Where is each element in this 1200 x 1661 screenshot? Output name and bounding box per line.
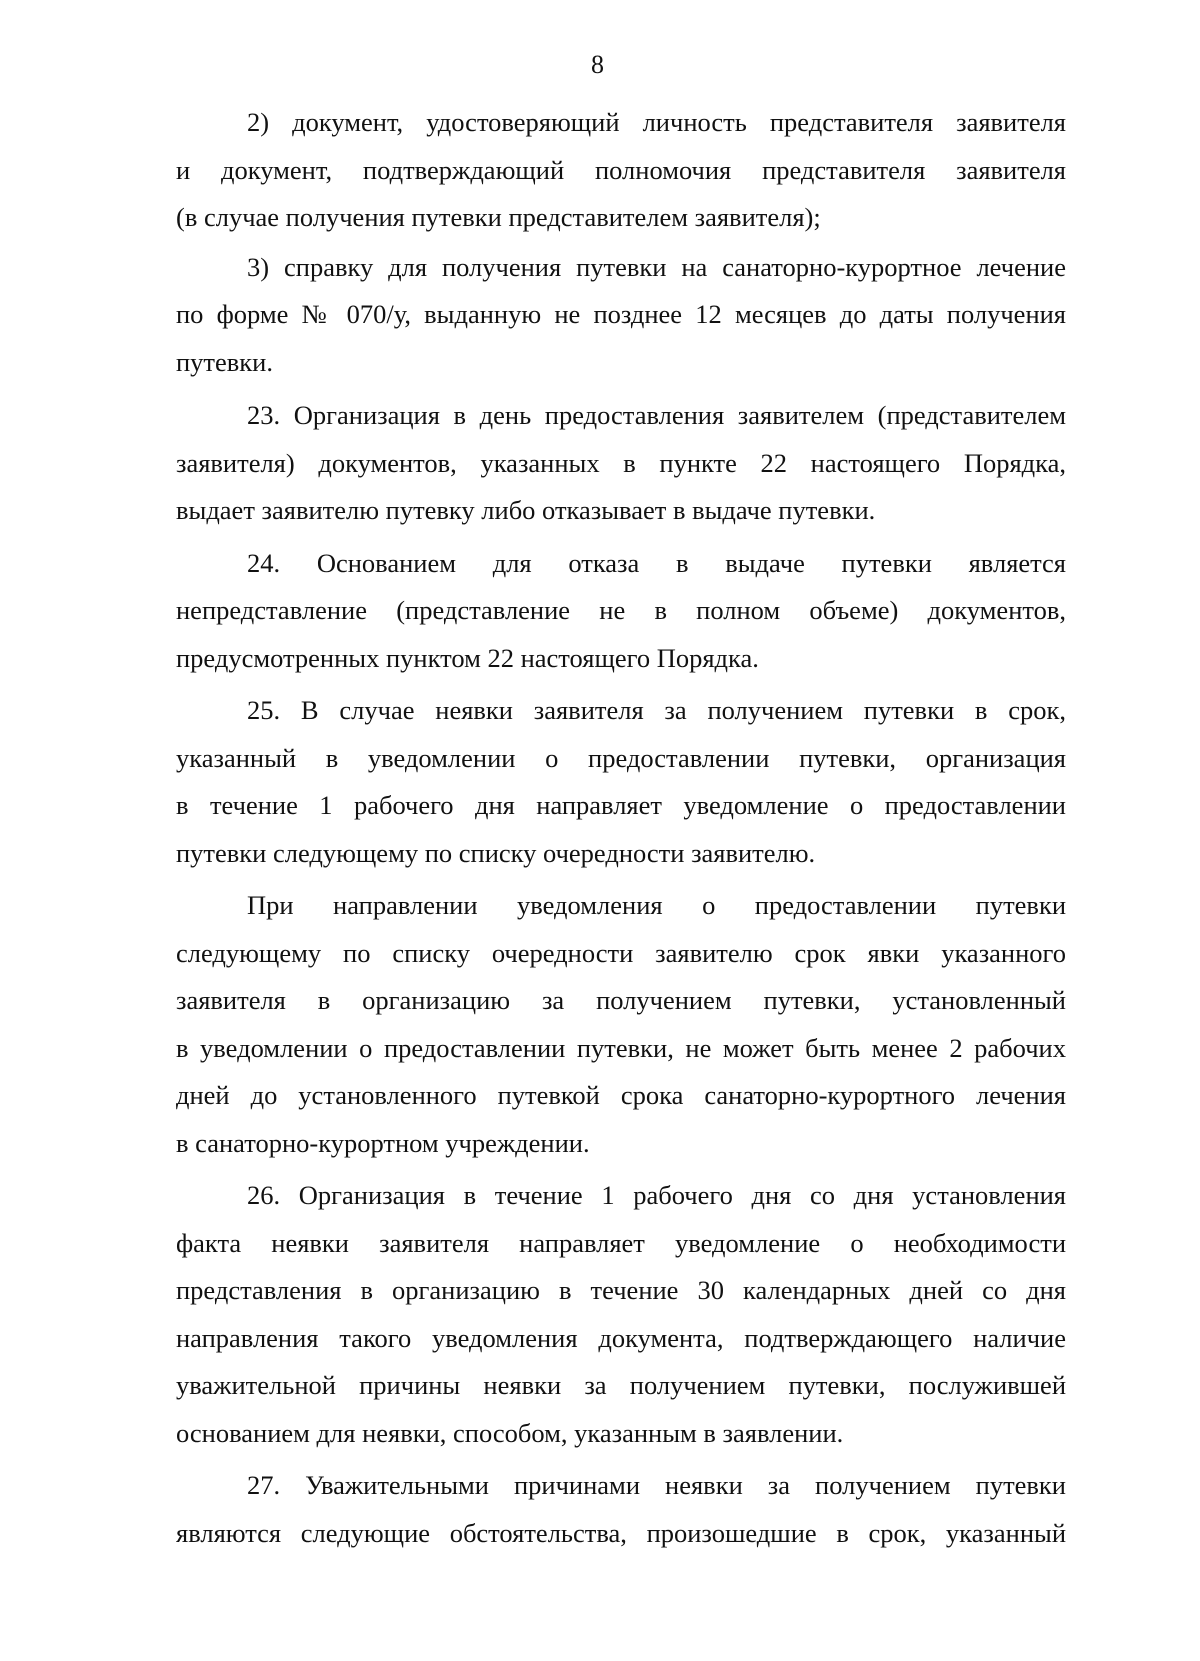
document-body (176, 99, 1066, 1557)
text-line: и документ, подтверждающий полномочия представителя заявителя (176, 154, 1066, 185)
text-line: 3) справку для получения путевки на санаторно-курортное лечение (247, 251, 1066, 282)
text-line: 26. Организация в течение 1 рабочего дня со дня установления (247, 1180, 1066, 1210)
text-line: путевки следующему по списку очередности заявителю. (176, 837, 816, 868)
paragraph-point-26 (176, 1172, 1066, 1457)
text-line: в уведомлении о предоставлении путевки, не может быть менее 2 рабочих (176, 1032, 1066, 1063)
text-line: в течение 1 рабочего дня направляет уведомление о предоставлении (176, 790, 1066, 820)
text-line: в санаторно-курортном учреждении. (176, 1127, 590, 1158)
paragraph-point-25-continued (176, 882, 1066, 1167)
paragraph-point-23 (176, 392, 1066, 535)
paragraph-item-3 (176, 244, 1066, 387)
text-line: 24. Основанием для отказа в выдаче путевки является (247, 547, 1066, 578)
text-line: 2) документ, удостоверяющий личность представителя заявителя (247, 107, 1066, 137)
text-line: указанный в уведомлении о предоставлении путевки, организация (176, 742, 1066, 773)
text-line: непредставление (представление не в полном объеме) документов, (176, 595, 1066, 625)
text-line: заявителя) документов, указанных в пункте 22 настоящего Порядка, (176, 447, 1066, 478)
paragraph-point-24 (176, 540, 1066, 683)
text-line: по форме № 070/у, выданную не позднее 12 месяцев до даты получения (176, 299, 1066, 329)
paragraph-point-25 (176, 687, 1066, 877)
text-line: следующему по списку очередности заявителю срок явки указанного (176, 937, 1066, 968)
text-line: направления такого уведомления документа, подтверждающего наличие (176, 1322, 1066, 1353)
text-line: 25. В случае неявки заявителя за получением путевки в срок, (247, 695, 1066, 725)
text-line: 23. Организация в день предоставления заявителем (представителем (247, 400, 1066, 430)
text-line: основанием для неявки, способом, указанным в заявлении. (176, 1417, 844, 1448)
text-line: выдает заявителю путевку либо отказывает в выдаче путевки. (176, 495, 876, 525)
text-line: дней до установленного путевкой срока санаторно-курортного лечения (176, 1080, 1066, 1110)
paragraph-point-27 (176, 1462, 1066, 1557)
text-line: (в случае получения путевки представителем заявителя); (176, 202, 821, 232)
page-number: 8 (591, 50, 604, 79)
text-line: путевки. (176, 346, 273, 377)
text-line: 27. Уважительными причинами неявки за получением путевки (247, 1470, 1066, 1500)
text-line: При направлении уведомления о предоставлении путевки (247, 890, 1066, 920)
text-line: представления в организацию в течение 30 календарных дней со дня (176, 1275, 1066, 1305)
text-line: уважительной причины неявки за получением путевки, послужившей (176, 1370, 1066, 1400)
text-line: предусмотренных пунктом 22 настоящего Порядка. (176, 642, 759, 673)
text-line: являются следующие обстоятельства, произошедшие в срок, указанный (176, 1517, 1066, 1548)
paragraph-item-2 (176, 99, 1066, 242)
text-line: факта неявки заявителя направляет уведомление о необходимости (176, 1227, 1066, 1258)
text-line: заявителя в организацию за получением путевки, установленный (176, 985, 1066, 1015)
